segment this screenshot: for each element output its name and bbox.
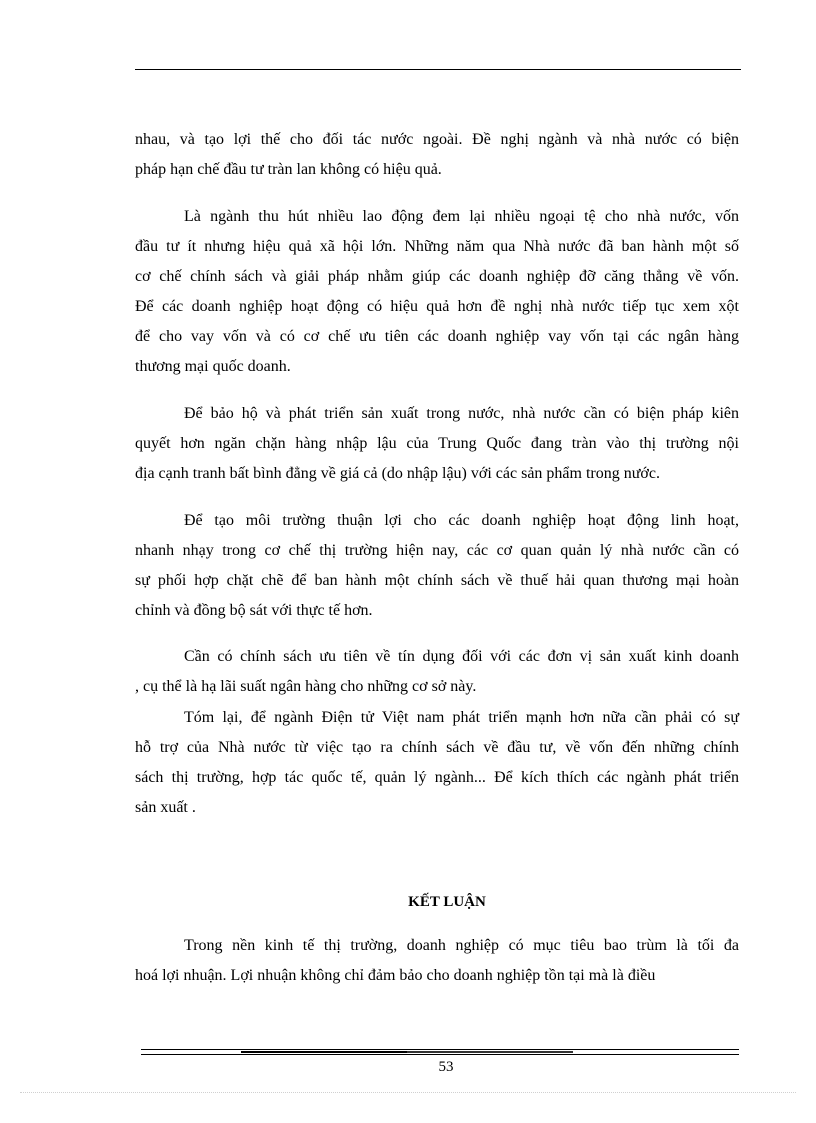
text-line: , cụ thể là hạ lãi suất ngân hàng cho những cơ sở này.: [135, 678, 477, 695]
text-line: sản xuất .: [135, 799, 196, 816]
footer-rule-accent: [407, 1051, 573, 1053]
text-line: để cho vay vốn và có cơ chế ưu tiên các doanh nghiệp vay vốn tại các ngân hàng: [135, 328, 739, 345]
text-line: hỗ trợ của Nhà nước từ việc tạo ra chính sách về đầu tư, về vốn đến những chính: [135, 739, 739, 756]
text-line: Là ngành thu hút nhiều lao động đem lại nhiều ngoại tệ cho nhà nước, vốn: [184, 208, 739, 225]
text-line: Tóm lại, để ngành Điện tử Việt nam phát triển mạnh hơn nữa cần phải có sự: [184, 709, 739, 726]
text-line: quyết hơn ngăn chặn hàng nhập lậu của Trung Quốc đang tràn vào thị trường nội: [135, 435, 739, 452]
footer-rule-accent: [241, 1051, 407, 1053]
header-rule: [135, 69, 741, 70]
text-line: Để tạo môi trường thuận lợi cho các doanh nghiệp hoạt động linh hoạt,: [184, 512, 739, 529]
text-line: sách thị trường, hợp tác quốc tế, quản lý ngành... Để kích thích các ngành phát triển: [135, 769, 739, 786]
page-number: 53: [438, 1059, 454, 1075]
text-line: Để bảo hộ và phát triển sản xuất trong nước, nhà nước cần có biện pháp kiên: [184, 405, 739, 422]
text-line: Để các doanh nghiệp hoạt động có hiệu quả hơn đề nghị nhà nước tiếp tục xem xột: [135, 298, 739, 315]
text-line: hoá lợi nhuận. Lợi nhuận không chỉ đảm bảo cho doanh nghiệp tồn tại mà là điều: [135, 967, 656, 984]
text-line: chỉnh và đồng bộ sát với thực tế hơn.: [135, 602, 373, 619]
text-line: pháp hạn chế đầu tư tràn lan không có hiệu quả.: [135, 161, 442, 178]
text-line: nhanh nhạy trong cơ chế thị trường hiện nay, các cơ quan quản lý nhà nước cần có: [135, 542, 739, 559]
text-line: thương mại quốc doanh.: [135, 358, 291, 375]
text-line: đầu tư ít nhưng hiệu quả xã hội lớn. Những năm qua Nhà nước đã ban hành một số: [135, 238, 739, 255]
section-heading: KẾT LUẬN: [408, 894, 486, 910]
page-edge-dots: [20, 1092, 796, 1093]
text-line: Cần có chính sách ưu tiên về tín dụng đối với các đơn vị sản xuất kinh doanh: [184, 648, 739, 665]
text-line: sự phối hợp chặt chẽ để ban hành một chính sách về thuế hải quan thương mại hoàn: [135, 572, 739, 589]
footer-rule: [141, 1049, 739, 1050]
footer-rule: [141, 1054, 739, 1055]
text-line: nhau, và tạo lợi thế cho đối tác nước ngoài. Đề nghị ngành và nhà nước có biện: [135, 131, 739, 148]
text-line: cơ chế chính sách và giải pháp nhằm giúp các doanh nghiệp đỡ căng thẳng về vốn.: [135, 268, 739, 285]
text-line: Trong nền kinh tế thị trường, doanh nghiệp có mục tiêu bao trùm là tối đa: [184, 937, 739, 954]
text-line: địa cạnh tranh bất bình đẳng về giá cả (do nhập lậu) với các sản phẩm trong nước.: [135, 465, 660, 482]
